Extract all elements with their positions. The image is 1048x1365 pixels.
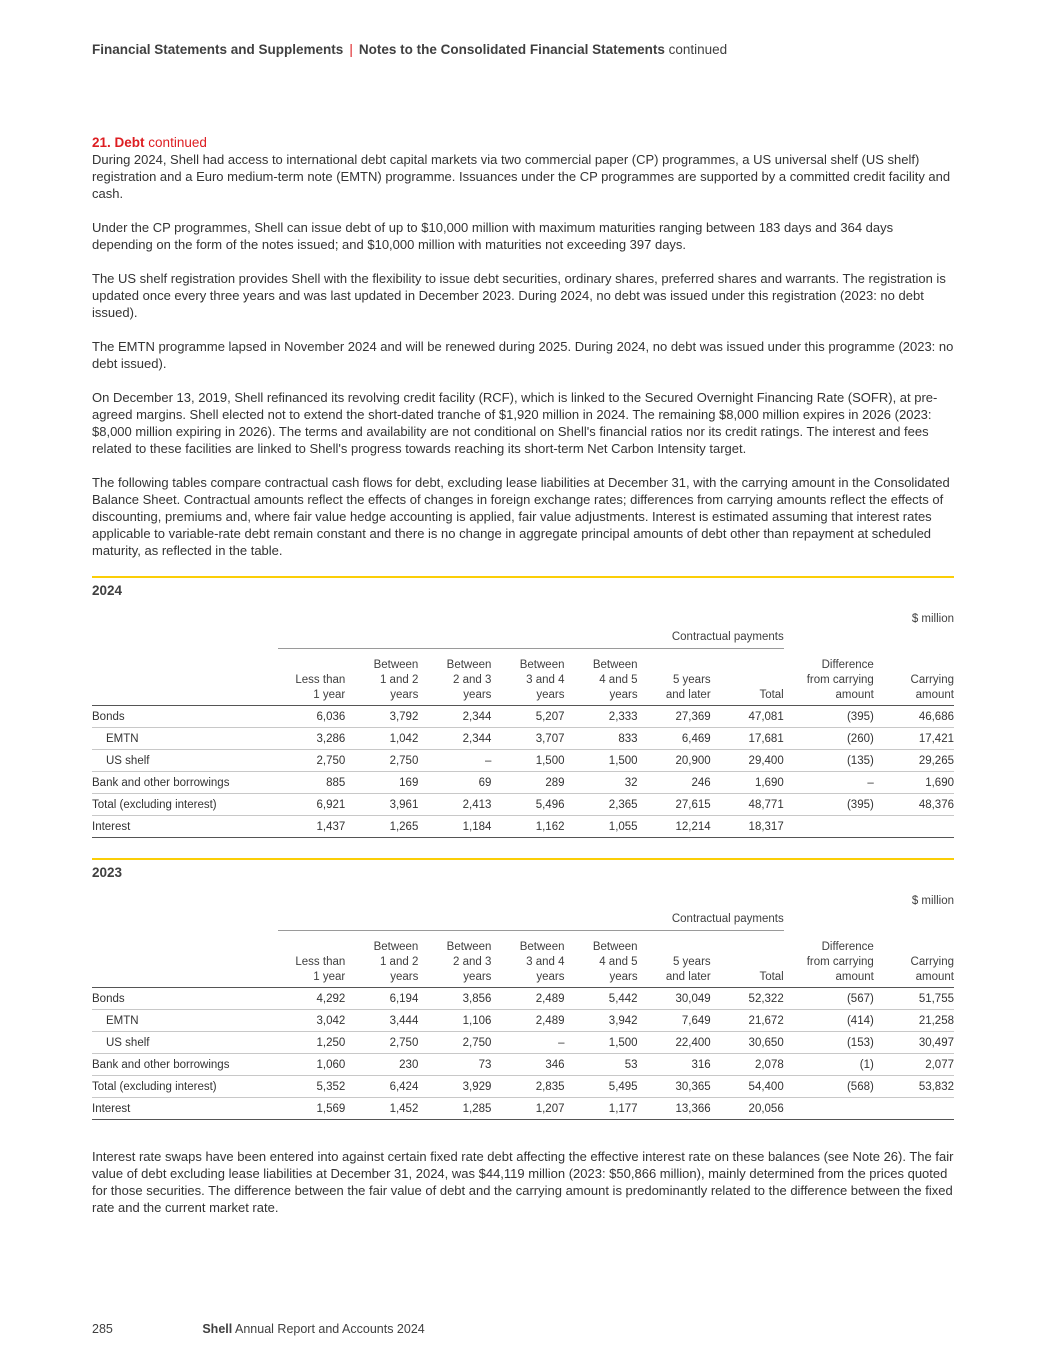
- intro-paragraph: The following tables compare contractual cash flows for debt, excluding lease liabilities at December 31, with the carrying amount in the Consolidated Balance Sheet. Contractual amounts reflect the effects of changes in foreign exchange rates; differences from carrying amounts reflect the effects of discounting, premiums and, where fair value hedge accounting is applied, fair value adjustments. Interest is estimated assuming that interest rates applicable to variable-rate debt remain constant and there is no change in aggregate principal amounts of debt other than repayment at scheduled maturity, as reflected in the table.: [92, 475, 950, 558]
- table-cell: 885: [278, 772, 345, 794]
- table-cell: 21,258: [874, 1010, 954, 1032]
- column-header-line: 1 and 2: [379, 674, 419, 686]
- table-cell: 47,081: [711, 706, 784, 728]
- row-label-header: [92, 931, 278, 988]
- table-row: [92, 1076, 954, 1098]
- intro-paragraph: The US shelf registration provides Shell with the flexibility to issue debt securities, ordinary shares, preferred shares and warrants. The registration is updated once every three years and was last updated in December 2023. During 2024, no debt was issued under this registration (2023: no debt issued).: [92, 271, 946, 320]
- debt-table-2024: [92, 576, 954, 858]
- table-cell: 5,352: [278, 1076, 345, 1098]
- contractual-payments-header: Contractual payments: [278, 630, 784, 649]
- table-cell: 289: [491, 772, 564, 794]
- column-header: [345, 931, 418, 988]
- table-unit: $ million: [911, 895, 954, 907]
- column-header-line: Carrying: [910, 956, 954, 968]
- table-cell: 5,442: [565, 988, 638, 1010]
- row-label: Total (excluding interest): [92, 1076, 278, 1098]
- table-cell: 5,496: [491, 794, 564, 816]
- table-cell: [784, 816, 874, 838]
- column-header-line: Between: [519, 941, 565, 953]
- table-cell: 1,250: [278, 1032, 345, 1054]
- column-header-line: years: [609, 971, 638, 983]
- header-subsection: Notes to the Consolidated Financial Statements: [358, 42, 665, 57]
- table-cell: 54,400: [711, 1076, 784, 1098]
- table-cell: 3,444: [345, 1010, 418, 1032]
- table-cell: –: [784, 772, 874, 794]
- table-row: [92, 1054, 954, 1076]
- table-cell: 2,750: [418, 1032, 491, 1054]
- note-number-title: 21. Debt: [92, 135, 145, 150]
- table-cell: 12,214: [638, 816, 711, 838]
- table-cell: 6,921: [278, 794, 345, 816]
- table-cell: (153): [784, 1032, 874, 1054]
- column-header-line: amount: [915, 689, 954, 701]
- row-label: Interest: [92, 1098, 278, 1120]
- section-rule: [92, 576, 954, 578]
- column-header-line: years: [390, 689, 419, 701]
- footer-title: Annual Report and Accounts 2024: [235, 1322, 425, 1336]
- table-cell: (260): [784, 728, 874, 750]
- column-header-line: 4 and 5: [599, 956, 638, 968]
- table-cell: 48,771: [711, 794, 784, 816]
- table-cell: 69: [418, 772, 491, 794]
- table-year-title: 2023: [92, 865, 123, 880]
- table-cell: 2,413: [418, 794, 491, 816]
- table-cell: 3,961: [345, 794, 418, 816]
- row-label-header: [92, 649, 278, 706]
- intro-paragraph: Under the CP programmes, Shell can issue debt of up to $10,000 million with maximum maturities ranging between 183 days and 364 days depending on the form of the notes issued; and $10,000 million with maturities not exceeding 397 days.: [92, 220, 894, 252]
- page-footer: [92, 1322, 425, 1336]
- table-cell: 17,681: [711, 728, 784, 750]
- page-header: [92, 42, 727, 57]
- table-cell: 2,750: [345, 1032, 418, 1054]
- column-header-line: and later: [665, 689, 711, 701]
- column-header-line: 1 year: [313, 689, 346, 701]
- column-header-line: Total: [759, 971, 784, 983]
- table-cell: 3,942: [565, 1010, 638, 1032]
- row-label: US shelf: [92, 1032, 278, 1054]
- intro-paragraphs: [92, 151, 954, 559]
- table-row: [92, 772, 954, 794]
- table-row: [92, 706, 954, 728]
- row-label: EMTN: [92, 728, 278, 750]
- table-cell: 21,672: [711, 1010, 784, 1032]
- column-header-line: years: [390, 971, 419, 983]
- table-row: [92, 1098, 954, 1120]
- header-section: Financial Statements and Supplements: [92, 42, 344, 57]
- table-cell: (567): [784, 988, 874, 1010]
- row-label: Bonds: [92, 706, 278, 728]
- note-title: [92, 134, 954, 151]
- debt-table: [92, 630, 954, 838]
- column-header-line: from carrying: [806, 674, 874, 686]
- column-header-line: amount: [835, 971, 874, 983]
- table-row: [92, 988, 954, 1010]
- table-cell: 20,056: [711, 1098, 784, 1120]
- column-header-line: Between: [446, 659, 492, 671]
- table-row: [92, 816, 954, 838]
- column-header-line: years: [463, 689, 492, 701]
- table-cell: 2,489: [491, 1010, 564, 1032]
- table-cell: 1,106: [418, 1010, 491, 1032]
- column-header-line: Between: [519, 659, 565, 671]
- table-cell: 2,365: [565, 794, 638, 816]
- table-cell: (568): [784, 1076, 874, 1098]
- table-cell: 1,055: [565, 816, 638, 838]
- table-row: [92, 750, 954, 772]
- table-cell: 46,686: [874, 706, 954, 728]
- table-cell: 1,285: [418, 1098, 491, 1120]
- column-header-line: Total: [759, 689, 784, 701]
- column-header-line: 4 and 5: [599, 674, 638, 686]
- footer-brand: Shell: [202, 1322, 233, 1336]
- table-cell: 5,207: [491, 706, 564, 728]
- table-cell: 1,690: [874, 772, 954, 794]
- table-cell: 22,400: [638, 1032, 711, 1054]
- column-header: [711, 931, 784, 988]
- intro-paragraph: The EMTN programme lapsed in November 2024 and will be renewed during 2025. During 2024, no debt was issued under this programme (2023: no debt issued).: [92, 339, 954, 371]
- header-separator: |: [349, 42, 353, 57]
- table-cell: 1,162: [491, 816, 564, 838]
- table-cell: 2,489: [491, 988, 564, 1010]
- note-continued: continued: [148, 135, 207, 150]
- table-cell: (1): [784, 1054, 874, 1076]
- table-cell: 7,649: [638, 1010, 711, 1032]
- table-row: [92, 794, 954, 816]
- column-header-line: 5 years: [672, 956, 711, 968]
- table-cell: 3,042: [278, 1010, 345, 1032]
- table-cell: 1,437: [278, 816, 345, 838]
- table-cell: (395): [784, 794, 874, 816]
- table-cell: [784, 1098, 874, 1120]
- column-header-line: 2 and 3: [453, 956, 492, 968]
- table-cell: 18,317: [711, 816, 784, 838]
- table-year-title: 2024: [92, 583, 123, 598]
- column-header: [565, 931, 638, 988]
- table-cell: 3,929: [418, 1076, 491, 1098]
- table-cell: 2,333: [565, 706, 638, 728]
- table-cell: 346: [491, 1054, 564, 1076]
- table-cell: 73: [418, 1054, 491, 1076]
- table-cell: (135): [784, 750, 874, 772]
- table-cell: 1,452: [345, 1098, 418, 1120]
- table-cell: 1,177: [565, 1098, 638, 1120]
- table-cell: 5,495: [565, 1076, 638, 1098]
- column-header: [565, 649, 638, 706]
- column-header-line: Between: [592, 659, 638, 671]
- row-label: EMTN: [92, 1010, 278, 1032]
- page-number: 285: [92, 1322, 113, 1336]
- table-cell: 29,265: [874, 750, 954, 772]
- table-cell: 1,265: [345, 816, 418, 838]
- column-header-line: Less than: [295, 674, 346, 686]
- table-cell: 230: [345, 1054, 418, 1076]
- column-header-line: and later: [665, 971, 711, 983]
- column-header: [638, 649, 711, 706]
- row-label: Total (excluding interest): [92, 794, 278, 816]
- table-cell: 3,707: [491, 728, 564, 750]
- table-cell: 2,078: [711, 1054, 784, 1076]
- table-cell: 3,792: [345, 706, 418, 728]
- column-header: [491, 931, 564, 988]
- table-cell: 3,856: [418, 988, 491, 1010]
- column-header-line: Between: [373, 941, 419, 953]
- table-cell: 1,042: [345, 728, 418, 750]
- table-cell: 2,750: [278, 750, 345, 772]
- table-cell: 13,366: [638, 1098, 711, 1120]
- column-header: [874, 931, 954, 988]
- table-cell: 52,322: [711, 988, 784, 1010]
- table-cell: 3,286: [278, 728, 345, 750]
- column-header: [784, 649, 874, 706]
- table-cell: 20,900: [638, 750, 711, 772]
- table-row: [92, 728, 954, 750]
- column-header: [418, 649, 491, 706]
- table-cell: 30,497: [874, 1032, 954, 1054]
- closing-paragraph: Interest rate swaps have been entered into against certain fixed rate debt affecting the effective interest rate on these balances (see Note 26). The fair value of debt excluding lease liabilities at December 31, 2024, was $44,119 million (2023: $50,866 million), mainly determined from the prices quoted for those securities. The difference between the fair value of debt and the carrying amount is predominantly related to the difference between the fixed rate and the current market rate.: [92, 1149, 954, 1215]
- note-content: [92, 134, 954, 1233]
- table-cell: 2,077: [874, 1054, 954, 1076]
- column-header-line: amount: [915, 971, 954, 983]
- table-cell: 1,500: [565, 1032, 638, 1054]
- table-cell: [874, 816, 954, 838]
- intro-paragraph: On December 13, 2019, Shell refinanced its revolving credit facility (RCF), which is linked to the Secured Overnight Financing Rate (SOFR), at pre-agreed margins. Shell elected not to extend the short-dated tranche of $1,920 million in 2024. The remaining $8,000 million expires in 2026 (2023: $8,000 million expiring in 2026). The terms and availability are not conditional on Shell's financial ratios nor its credit ratings. The interest and fees related to these facilities are linked to Shell's progress towards reaching its short-term Net Carbon Intensity target.: [92, 390, 938, 456]
- table-cell: 30,650: [711, 1032, 784, 1054]
- column-header-line: from carrying: [806, 956, 874, 968]
- table-cell: –: [491, 1032, 564, 1054]
- table-cell: 6,194: [345, 988, 418, 1010]
- table-cell: 27,369: [638, 706, 711, 728]
- table-cell: 27,615: [638, 794, 711, 816]
- intro-paragraph: During 2024, Shell had access to international debt capital markets via two commercial paper (CP) programmes, a US universal shelf (US shelf) registration and a Euro medium-term note (EMTN) programme. Issuances under the CP programmes are supported by a committed credit facility and cash.: [92, 152, 951, 201]
- column-header: [345, 649, 418, 706]
- column-header-line: Difference: [821, 941, 874, 953]
- table-unit: $ million: [911, 613, 954, 625]
- column-header: [638, 931, 711, 988]
- debt-tables: [92, 576, 954, 1120]
- column-header-line: Difference: [821, 659, 874, 671]
- column-header-line: Carrying: [910, 674, 954, 686]
- column-header: [278, 931, 345, 988]
- table-cell: 4,292: [278, 988, 345, 1010]
- contractual-payments-header: Contractual payments: [278, 912, 784, 931]
- table-cell: 30,049: [638, 988, 711, 1010]
- table-cell: 6,424: [345, 1076, 418, 1098]
- column-header-line: Between: [446, 941, 492, 953]
- table-cell: 53,832: [874, 1076, 954, 1098]
- table-cell: 1,569: [278, 1098, 345, 1120]
- column-header-line: Less than: [295, 956, 346, 968]
- table-row: [92, 1032, 954, 1054]
- column-header: [418, 931, 491, 988]
- table-cell: 51,755: [874, 988, 954, 1010]
- table-cell: –: [418, 750, 491, 772]
- table-cell: [874, 1098, 954, 1120]
- header-suffix: continued: [668, 42, 728, 57]
- column-header-line: years: [536, 971, 565, 983]
- table-cell: 2,344: [418, 728, 491, 750]
- row-label: Bonds: [92, 988, 278, 1010]
- column-header-line: years: [609, 689, 638, 701]
- column-header-line: amount: [835, 689, 874, 701]
- table-cell: 32: [565, 772, 638, 794]
- column-header: [874, 649, 954, 706]
- row-label: US shelf: [92, 750, 278, 772]
- column-header-line: 3 and 4: [526, 674, 565, 686]
- column-header-line: Between: [373, 659, 419, 671]
- table-cell: 1,690: [711, 772, 784, 794]
- table-cell: 1,500: [565, 750, 638, 772]
- table-row: [92, 1010, 954, 1032]
- table-cell: 1,184: [418, 816, 491, 838]
- table-cell: 30,365: [638, 1076, 711, 1098]
- table-cell: 48,376: [874, 794, 954, 816]
- table-cell: 6,036: [278, 706, 345, 728]
- table-cell: 17,421: [874, 728, 954, 750]
- column-header: [491, 649, 564, 706]
- column-header-line: years: [536, 689, 565, 701]
- column-header-line: Between: [592, 941, 638, 953]
- debt-table-2023: [92, 858, 954, 1120]
- table-cell: 29,400: [711, 750, 784, 772]
- table-cell: 1,207: [491, 1098, 564, 1120]
- table-cell: 2,750: [345, 750, 418, 772]
- row-label: Bank and other borrowings: [92, 772, 278, 794]
- table-cell: 316: [638, 1054, 711, 1076]
- table-cell: 53: [565, 1054, 638, 1076]
- column-header-line: years: [463, 971, 492, 983]
- column-header-line: 2 and 3: [453, 674, 492, 686]
- column-header: [278, 649, 345, 706]
- table-cell: (414): [784, 1010, 874, 1032]
- table-cell: 246: [638, 772, 711, 794]
- table-cell: 6,469: [638, 728, 711, 750]
- table-cell: 833: [565, 728, 638, 750]
- column-header-line: 3 and 4: [526, 956, 565, 968]
- column-header: [784, 931, 874, 988]
- column-header: [711, 649, 784, 706]
- table-cell: (395): [784, 706, 874, 728]
- section-rule: [92, 858, 954, 860]
- table-cell: 2,344: [418, 706, 491, 728]
- table-cell: 1,500: [491, 750, 564, 772]
- table-cell: 2,835: [491, 1076, 564, 1098]
- debt-table: [92, 912, 954, 1120]
- column-header-line: 1 year: [313, 971, 346, 983]
- table-cell: 1,060: [278, 1054, 345, 1076]
- row-label: Bank and other borrowings: [92, 1054, 278, 1076]
- column-header-line: 1 and 2: [379, 956, 419, 968]
- table-cell: 169: [345, 772, 418, 794]
- row-label: Interest: [92, 816, 278, 838]
- column-header-line: 5 years: [672, 674, 711, 686]
